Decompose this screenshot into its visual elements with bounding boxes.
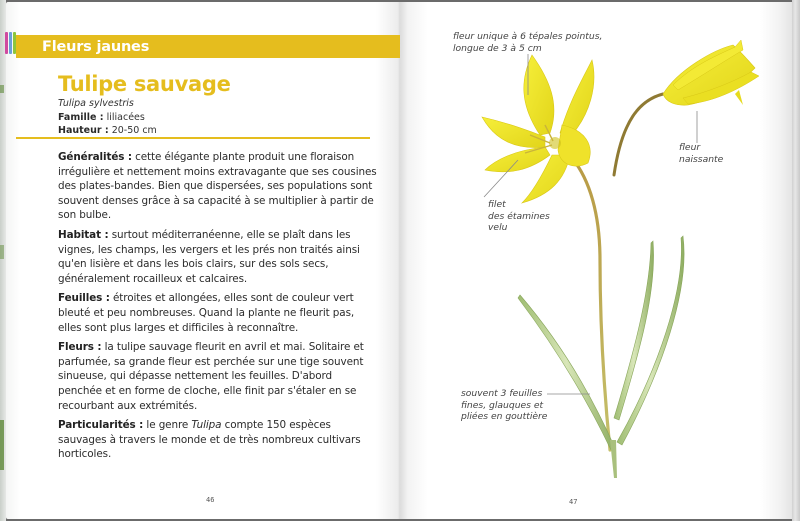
callout-bud — [679, 142, 723, 165]
callout-line: naissante — [679, 153, 724, 165]
para-text: cette élégante plante produit une floraison irrégulière et nettement moins extravagante que ses cousines des plates-bandes. Bien que dispersées, ses populations sont souvent denses grâce à sa capacité à se multiplier à partir de son bulbe. — [58, 151, 377, 222]
page-stack-right — [792, 0, 800, 521]
flower-bud — [663, 40, 759, 105]
latin-name: Tulipa sylvestris — [58, 98, 134, 109]
callout-line: longue de 3 à 5 cm — [453, 42, 542, 54]
para-label: Particularités : — [58, 419, 144, 432]
para-label: Fleurs : — [58, 341, 102, 354]
para-label: Habitat : — [58, 228, 109, 241]
tulip-illustration — [400, 0, 792, 521]
species-meta — [58, 97, 157, 138]
callout-stamens — [488, 199, 550, 234]
famille-row — [58, 111, 157, 125]
para-italic: Tulipa — [191, 419, 222, 432]
tab-pink — [5, 32, 8, 54]
callout-line: souvent 3 feuilles — [461, 388, 543, 399]
callout-line: fleur — [679, 142, 701, 153]
famille-value: liliacées — [106, 111, 145, 123]
callout-line: filet — [488, 199, 506, 210]
callout-line: velu — [488, 222, 508, 233]
callout-line: des étamines — [488, 210, 550, 222]
para-label: Généralités : — [58, 151, 132, 163]
para-particularites — [58, 418, 378, 462]
description-body — [58, 150, 378, 467]
famille-label: Famille : — [58, 111, 104, 123]
callout-line: pliées en gouttière — [461, 411, 548, 422]
callout-flower — [453, 31, 602, 54]
para-text: étroites et allongées, elles sont de couleur vert bleuté et peu nombreuses. Quand la plante ne fleurit pas, elles sont plus larges et difficiles à reconnaître. — [58, 292, 355, 334]
para-generalites — [58, 150, 378, 223]
hauteur-label: Hauteur : — [58, 125, 109, 136]
page-number-left: 46 — [206, 496, 215, 504]
tulip-drawing-icon — [400, 0, 792, 521]
para-fleurs — [58, 340, 378, 413]
para-text: compte 150 espèces sauvages à travers le monde et de très nombreux cultivars horticoles. — [58, 419, 361, 461]
para-text: le genre — [146, 419, 189, 432]
tab-blue — [9, 32, 12, 54]
callout-leaves — [461, 388, 547, 423]
para-text: la tulipe sauvage fleurit en avril et mai. Solitaire et parfumée, sa grande fleur est perchée sur une tige souvent sinueuse, qui dépasse nettement les feuilles. D'abord penchée et en forme de cloche, elle finit par s'étaler en se recourbant aux extrémités. — [58, 341, 364, 412]
section-tabs — [5, 32, 16, 54]
divider-rule — [16, 137, 370, 139]
callout-line: fines, glauques et — [461, 399, 544, 411]
callout-line: fleur unique à 6 tépales pointus, — [453, 31, 603, 42]
page-number-right: 47 — [569, 498, 578, 506]
species-title: Tulipe sauvage — [58, 72, 231, 96]
para-feuilles — [58, 291, 378, 335]
hauteur-value: 20-50 cm — [111, 125, 157, 136]
para-label: Feuilles : — [58, 292, 110, 305]
section-title: Fleurs jaunes — [42, 39, 150, 55]
hauteur-row — [58, 124, 157, 138]
para-text: surtout méditerranéenne, elle se plaît dans les vignes, les champs, les vergers et les prés non traités ainsi qu'en lisière et dans les bois clairs, sur des sols secs, généralement rocailleux et calcaires. — [58, 228, 360, 285]
para-habitat — [58, 228, 378, 286]
